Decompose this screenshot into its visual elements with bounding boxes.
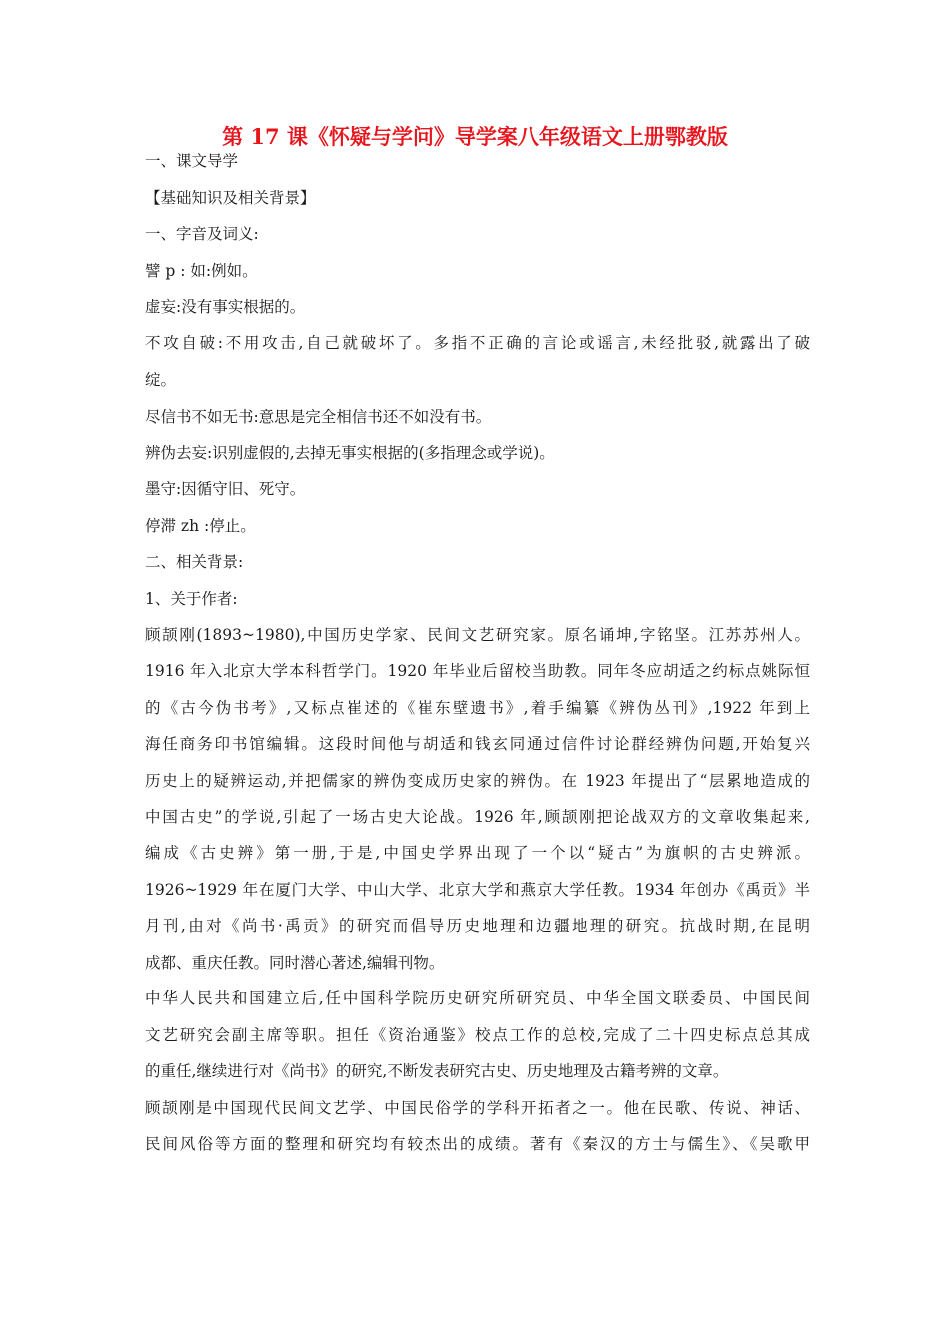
subsection-heading-author: 1、关于作者: bbox=[145, 590, 238, 608]
paragraph-line: 的重任,继续进行对《尚书》的研究,不断发表研究古史、历史地理及古籍考辨的文章。 bbox=[145, 1062, 729, 1080]
paragraph-line: 月刊,由对《尚书·禹贡》的研究而倡导历史地理和边疆地理的研究。抗战时期,在昆明 bbox=[145, 917, 810, 935]
section-heading-background: 二、相关背景: bbox=[145, 553, 244, 571]
paragraph-line: 中华人民共和国建立后,任中国科学院历史研究所研究员、中华全国文联委员、中国民间 bbox=[145, 989, 810, 1007]
paragraph-line: 中国古史”的学说,引起了一场古史大论战。1926 年,顾颉刚把论战双方的文章收集起来, bbox=[145, 808, 810, 826]
vocab-item: 辨伪去妄:识别虚假的,去掉无事实根据的(多指理念或学说)。 bbox=[145, 444, 555, 462]
section-subheading-basics: 【基础知识及相关背景】 bbox=[145, 189, 316, 207]
paragraph-line: 成都、重庆任教。同时潜心著述,编辑刊物。 bbox=[145, 954, 445, 972]
paragraph-line: 顾颉刚是中国现代民间文艺学、中国民俗学的学科开拓者之一。他在民歌、传说、神话、 bbox=[145, 1099, 810, 1117]
paragraph-line: 海任商务印书馆编辑。这段时间他与胡适和钱玄同通过信件讨论群经辨伪问题,开始复兴 bbox=[145, 735, 810, 753]
paragraph-line: 1916 年入北京大学本科哲学门。1920 年毕业后留校当助教。同年冬应胡适之约标点姚际恒 bbox=[145, 662, 810, 680]
vocab-item: 尽信书不如无书:意思是完全相信书还不如没有书。 bbox=[145, 408, 492, 426]
vocab-item: 虚妄:没有事实根据的。 bbox=[145, 298, 306, 316]
paragraph-line: 的《古今伪书考》,又标点崔述的《崔东壁遗书》,着手编纂《辨伪丛刊》,1922 年到上 bbox=[145, 699, 810, 717]
paragraph-line: 历史上的疑辨运动,并把儒家的辨伪变成历史家的辨伪。在 1923 年提出了“层累地造成的 bbox=[145, 772, 810, 790]
vocab-item: 墨守:因循守旧、死守。 bbox=[145, 480, 306, 498]
section-heading-guide: 一、课文导学 bbox=[145, 152, 239, 170]
paragraph-line: 1926~1929 年在厦门大学、中山大学、北京大学和燕京大学任教。1934 年创办《禹贡》半 bbox=[145, 881, 810, 899]
section-heading-pronunciation: 一、字音及词义: bbox=[145, 225, 259, 243]
vocab-item-continued: 绽。 bbox=[145, 371, 177, 389]
vocab-item: 譬 p : 如:例如。 bbox=[145, 262, 258, 280]
vocab-item: 不攻自破:不用攻击,自己就破坏了。多指不正确的言论或谣言,未经批驳,就露出了破 bbox=[145, 334, 810, 352]
document-title: 第 17 课《怀疑与学问》导学案八年级语文上册鄂教版 bbox=[222, 124, 728, 149]
paragraph-line: 编成《古史辨》第一册,于是,中国史学界出现了一个以“疑古”为旗帜的古史辨派。 bbox=[145, 844, 810, 862]
paragraph-line: 文艺研究会副主席等职。担任《资治通鉴》校点工作的总校,完成了二十四史标点总其成 bbox=[145, 1026, 810, 1044]
vocab-item: 停滞 zh :停止。 bbox=[145, 517, 256, 535]
paragraph-line: 民间风俗等方面的整理和研究均有较杰出的成绩。著有《秦汉的方士与儒生》、《吴歌甲 bbox=[145, 1135, 810, 1153]
paragraph-line: 顾颉刚(1893~1980),中国历史学家、民间文艺研究家。原名诵坤,字铭坚。江苏苏州人。 bbox=[145, 626, 810, 644]
